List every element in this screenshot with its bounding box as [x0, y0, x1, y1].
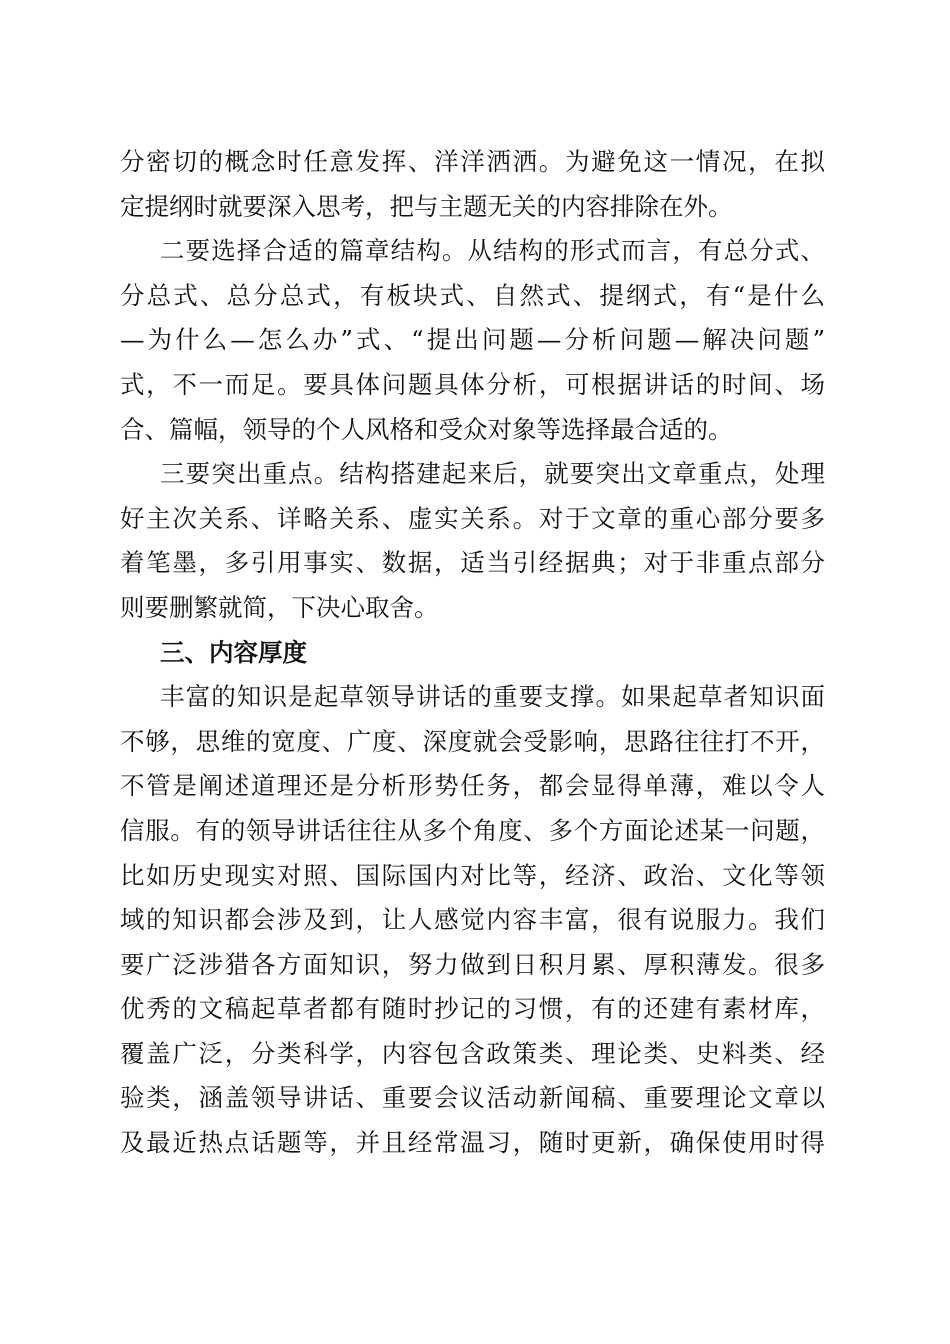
text-line: 要广泛涉猎各方面知识，努力做到日积月累、厚积薄发。很多 — [120, 949, 825, 979]
section-heading: 三、内容厚度 — [160, 637, 307, 667]
text-line: 信服。有的领导讲话往往从多个角度、多个方面论述某一问题， — [120, 815, 825, 845]
text-line: 式，不一而足。要具体问题具体分析，可根据讲话的时间、场 — [120, 369, 825, 399]
text-line: 优秀的文稿起草者都有随时抄记的习惯，有的还建有素材库， — [120, 994, 825, 1024]
text-line: 验类，涵盖领导讲话、重要会议活动新闻稿、重要理论文章以 — [120, 1083, 825, 1113]
text-line: 不管是阐述道理还是分析形势任务，都会显得单薄，难以令人 — [120, 771, 825, 801]
text-line: 着笔墨，多引用事实、数据，适当引经据典；对于非重点部分 — [120, 548, 825, 578]
text-line: 二要选择合适的篇章结构。从结构的形式而言，有总分式、 — [160, 236, 825, 266]
text-line: 不够，思维的宽度、广度、深度就会受影响，思路往往打不开， — [120, 726, 825, 756]
text-line: 合、篇幅，领导的个人风格和受众对象等选择最合适的。 — [120, 414, 733, 444]
text-line: 域的知识都会涉及到，让人感觉内容丰富，很有说服力。我们 — [120, 905, 825, 935]
text-line: 及最近热点话题等，并且经常温习，随时更新，确保使用时得 — [120, 1128, 825, 1158]
text-line: 三要突出重点。结构搭建起来后，就要突出文章重点，处理 — [160, 459, 825, 489]
text-line: 分总式、总分总式，有板块式、自然式、提纲式，有“是什么 — [120, 280, 825, 310]
text-line: 定提纲时就要深入思考，把与主题无关的内容排除在外。 — [120, 191, 733, 221]
text-line: 覆盖广泛，分类科学，内容包含政策类、理论类、史料类、经 — [120, 1038, 825, 1068]
text-line: —为什么—怎么办”式、“提出问题—分析问题—解决问题” — [120, 325, 825, 355]
text-line: 好主次关系、详略关系、虚实关系。对于文章的重心部分要多 — [120, 503, 825, 533]
text-line: 比如历史现实对照、国际国内对比等，经济、政治、文化等领 — [120, 860, 825, 890]
text-line: 丰富的知识是起草领导讲话的重要支撑。如果起草者知识面 — [160, 682, 825, 712]
document-page — [120, 140, 825, 1166]
text-line: 则要删繁就简，下决心取舍。 — [120, 592, 439, 622]
text-line: 分密切的概念时任意发挥、洋洋洒洒。为避免这一情况，在拟 — [120, 147, 825, 176]
